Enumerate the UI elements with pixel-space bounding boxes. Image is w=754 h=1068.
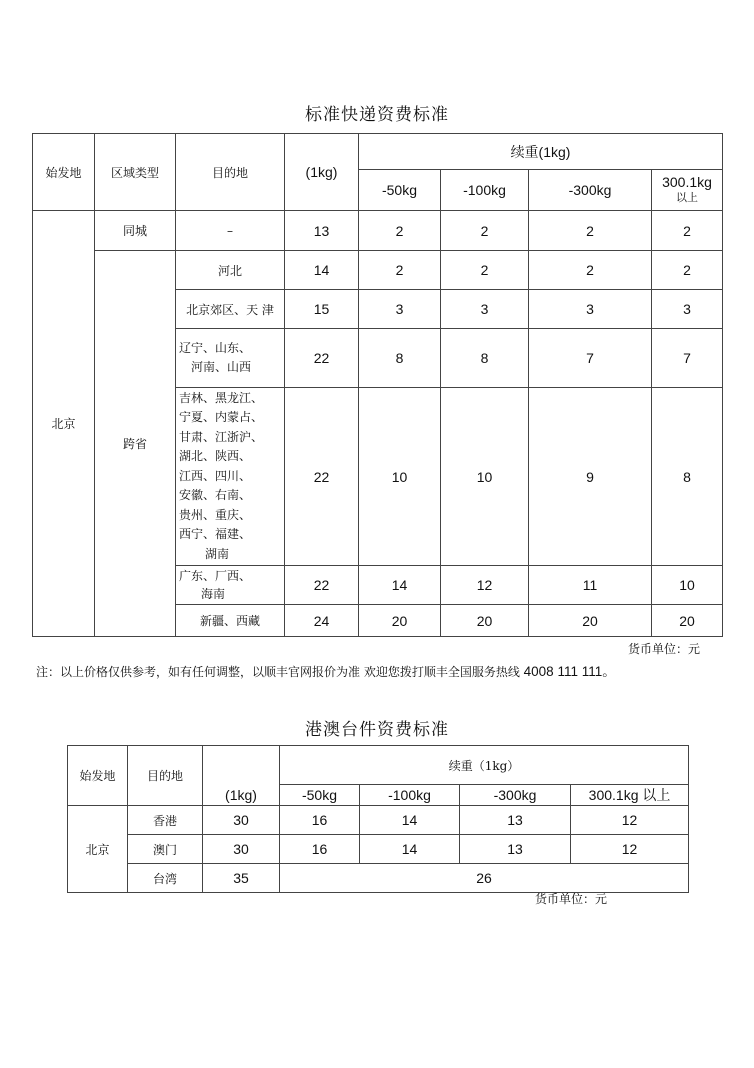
header-bracket-50: -50kg (280, 785, 360, 806)
rate-cell: 20 (441, 605, 529, 637)
destination-line: 吉林、黑龙江、 (179, 390, 264, 405)
rate-cell: 10 (441, 388, 529, 566)
rate-cell: 2 (529, 251, 652, 290)
destination-line: 广东、厂西、 (179, 569, 252, 583)
rate-cell: 9 (529, 388, 652, 566)
header-bracket-300-plus: 300.1kg 以上 (571, 785, 689, 806)
rate-cell: 2 (652, 211, 723, 251)
rate-cell: 2 (529, 211, 652, 251)
rate-cell: 2 (652, 251, 723, 290)
rate-cell: 20 (359, 605, 441, 637)
first-weight-cell: 22 (285, 329, 359, 388)
destination-cell: 香港 (128, 806, 203, 835)
header-destination: 目的地 (176, 134, 285, 211)
rate-cell: 16 (280, 835, 360, 864)
price-note (36, 660, 616, 680)
header-first-weight: (1kg) (285, 134, 359, 211)
currency-note: 货币单位：元 (535, 892, 608, 906)
first-weight-cell: 14 (285, 251, 359, 290)
header-continued-weight: 续重(1kg) (359, 134, 723, 170)
rate-cell: 7 (652, 329, 723, 388)
rate-cell: 11 (529, 566, 652, 605)
area-cross-province: 跨省 (95, 251, 176, 637)
rate-cell: 13 (460, 806, 571, 835)
first-weight-cell: 22 (285, 566, 359, 605)
destination-line: 西宁、福建、 (179, 527, 252, 542)
first-weight-cell: 24 (285, 605, 359, 637)
header-area-type: 区域类型 (95, 134, 176, 211)
rate-cell: 14 (360, 806, 460, 835)
first-weight-cell: 22 (285, 388, 359, 566)
standard-rate-table (32, 133, 723, 637)
rate-cell: 16 (280, 806, 360, 835)
rate-cell-merged: 26 (280, 864, 689, 893)
rate-cell: 8 (652, 388, 723, 566)
hmt-title: 港澳台件资费标准 (305, 720, 449, 740)
rate-cell: 7 (529, 329, 652, 388)
rate-cell: 12 (571, 806, 689, 835)
rate-cell: 8 (359, 329, 441, 388)
table-row (68, 806, 689, 835)
rate-cell: 14 (360, 835, 460, 864)
first-weight-cell: 30 (203, 835, 280, 864)
rate-cell: 2 (441, 251, 529, 290)
header-bracket-50: -50kg (359, 170, 441, 211)
table-row (33, 251, 723, 290)
header-bracket-100: -100kg (441, 170, 529, 211)
rate-cell: 2 (359, 251, 441, 290)
rate-cell: 12 (571, 835, 689, 864)
destination-cell: 新疆、西藏 (176, 605, 285, 637)
standard-title: 标准快递资费标准 (305, 105, 449, 125)
header-bracket-300: -300kg (529, 170, 652, 211)
header-bracket-300-plus-suffix: 以上 (676, 191, 699, 204)
header-origin: 始发地 (68, 746, 128, 806)
destination-line: 贵州、重庆、 (179, 507, 252, 522)
first-weight-cell: 30 (203, 806, 280, 835)
destination-cell: 台湾 (128, 864, 203, 893)
area-same-city: 同城 (95, 211, 176, 251)
header-origin: 始发地 (33, 134, 95, 211)
rate-cell: 14 (359, 566, 441, 605)
rate-cell: 10 (652, 566, 723, 605)
destination-cell: 澳门 (128, 835, 203, 864)
origin-cell: 北京 (68, 806, 128, 893)
destination-line: 辽宁、山东、 (179, 340, 252, 355)
destination-cell: 北京郊区、天 津 (176, 290, 285, 329)
destination-line: 湖北、陕西、 (179, 449, 252, 464)
header-row-1 (33, 134, 723, 170)
destination-line: 宁夏、内蒙占、 (179, 410, 264, 425)
rate-cell: 13 (460, 835, 571, 864)
first-weight-cell: 15 (285, 290, 359, 329)
rate-cell: 20 (529, 605, 652, 637)
rate-cell: 2 (359, 211, 441, 251)
destination-cell (176, 388, 285, 566)
destination-line: 海南 (201, 587, 226, 601)
header-bracket-300-plus (652, 170, 723, 211)
rate-cell: 8 (441, 329, 529, 388)
destination-cell (176, 329, 285, 388)
header-destination: 目的地 (128, 746, 203, 806)
currency-note: 货币单位：元 (627, 642, 700, 656)
rate-cell: 20 (652, 605, 723, 637)
rate-cell: 3 (359, 290, 441, 329)
rate-cell: 12 (441, 566, 529, 605)
header-continued-weight: 续重（1kg） (280, 746, 689, 785)
rate-cell: 3 (441, 290, 529, 329)
destination-line: 河南、山西 (191, 360, 252, 374)
hotline-number: 4008 111 111。 (523, 664, 616, 679)
rate-cell: 2 (441, 211, 529, 251)
rate-cell: 10 (359, 388, 441, 566)
rate-cell: 3 (529, 290, 652, 329)
header-bracket-300-plus-value: 300.1kg (662, 174, 712, 190)
price-note-text: 注：以上价格仅供参考，如有任何调整，以顺丰官网报价为准 欢迎您拨打顺丰全国服务热线 (36, 665, 520, 679)
table-row (33, 211, 723, 251)
destination-line: 安徽、右南、 (179, 488, 252, 503)
destination-cell: 河北 (176, 251, 285, 290)
destination-line: 甘肃、江浙沪、 (179, 429, 264, 444)
rate-cell: 3 (652, 290, 723, 329)
destination-cell: – (176, 211, 285, 251)
destination-cell (176, 566, 285, 605)
header-bracket-300: -300kg (460, 785, 571, 806)
first-weight-cell: 35 (203, 864, 280, 893)
header-bracket-100: -100kg (360, 785, 460, 806)
header-first-weight: (1kg) (203, 746, 280, 806)
destination-line: 湖南 (205, 546, 230, 561)
origin-cell: 北京 (33, 211, 95, 637)
header-row-1 (68, 746, 689, 785)
table-row (68, 864, 689, 893)
hmt-rate-table (67, 745, 689, 893)
table-row (68, 835, 689, 864)
destination-line: 江西、四川、 (179, 468, 252, 483)
first-weight-cell: 13 (285, 211, 359, 251)
